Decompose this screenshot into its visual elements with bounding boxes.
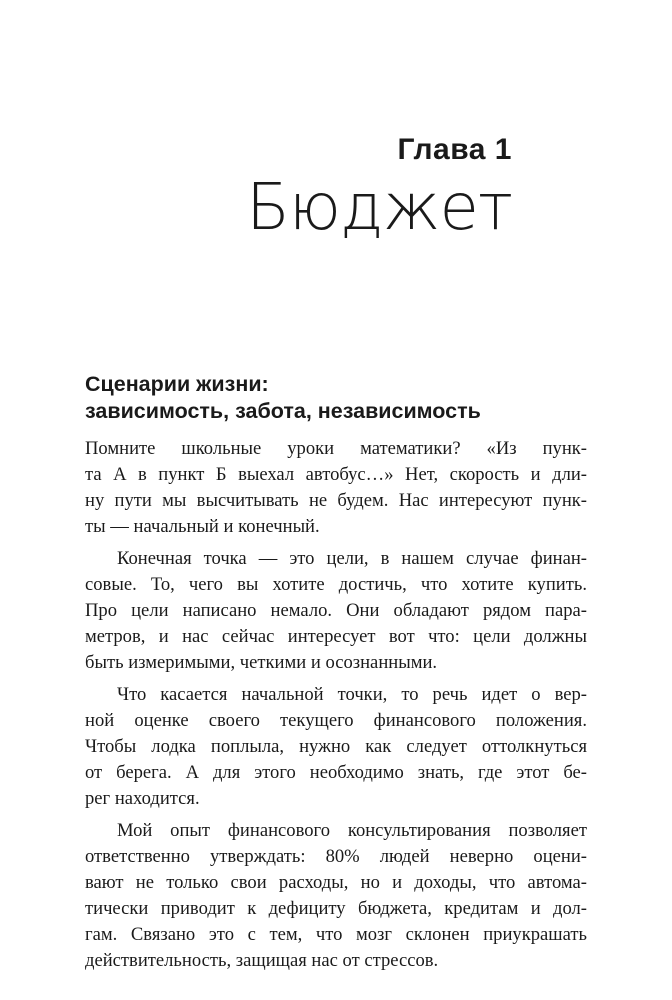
paragraph-4 xyxy=(85,818,587,974)
text-line: ты — начальный и конечный. xyxy=(85,516,320,537)
text-line: быть измеримыми, четкими и осознанными. xyxy=(85,652,438,673)
paragraph-1 xyxy=(85,436,587,540)
body-text xyxy=(85,436,587,980)
text-line: Про цели написано немало. Они обладают рядом пара- xyxy=(85,600,587,621)
text-line: Что касается начальной точки, то речь идет о вер- xyxy=(117,684,587,705)
section-heading xyxy=(85,371,585,425)
text-line: совые. То, чего вы хотите достичь, что хотите купить. xyxy=(85,574,587,595)
text-line: действительность, защищая нас от стрессов. xyxy=(85,950,439,971)
text-line: Конечная точка — это цели, в нашем случае финан- xyxy=(117,548,587,569)
text-line: от берега. А для этого необходимо знать, где этот бе- xyxy=(85,762,587,783)
chapter-number: Глава 1 xyxy=(397,133,512,166)
text-line: тически приводит к дефициту бюджета, кредитам и дол- xyxy=(85,898,587,919)
paragraph-3 xyxy=(85,682,587,812)
text-line: метров, и нас сейчас интересует вот что: цели должны xyxy=(85,626,587,647)
section-heading-line-2: зависимость, забота, независимость xyxy=(85,399,481,423)
text-line: ну пути мы высчитывать не будем. Нас интересуют пунк- xyxy=(85,490,587,511)
text-line: ной оценке своего текущего финансового положения. xyxy=(85,710,587,731)
text-line: гам. Связано это с тем, что мозг склонен приукрашать xyxy=(85,924,587,945)
paragraph-2 xyxy=(85,546,587,676)
text-line: Чтобы лодка поплыла, нужно как следует оттолкнуться xyxy=(85,736,587,757)
text-line: Помните школьные уроки математики? «Из пунк- xyxy=(85,438,587,459)
text-line: рег находится. xyxy=(85,788,200,809)
text-line: Мой опыт финансового консультирования позволяет xyxy=(117,820,587,841)
text-line: та А в пункт Б выехал автобус…» Нет, скорость и дли- xyxy=(85,464,587,485)
chapter-title: Бюджет xyxy=(246,171,512,245)
section-heading-line-1: Сценарии жизни: xyxy=(85,372,269,396)
text-line: вают не только свои расходы, но и доходы, что автома- xyxy=(85,872,587,893)
text-line: ответственно утверждать: 80% людей неверно оцени- xyxy=(85,846,587,867)
